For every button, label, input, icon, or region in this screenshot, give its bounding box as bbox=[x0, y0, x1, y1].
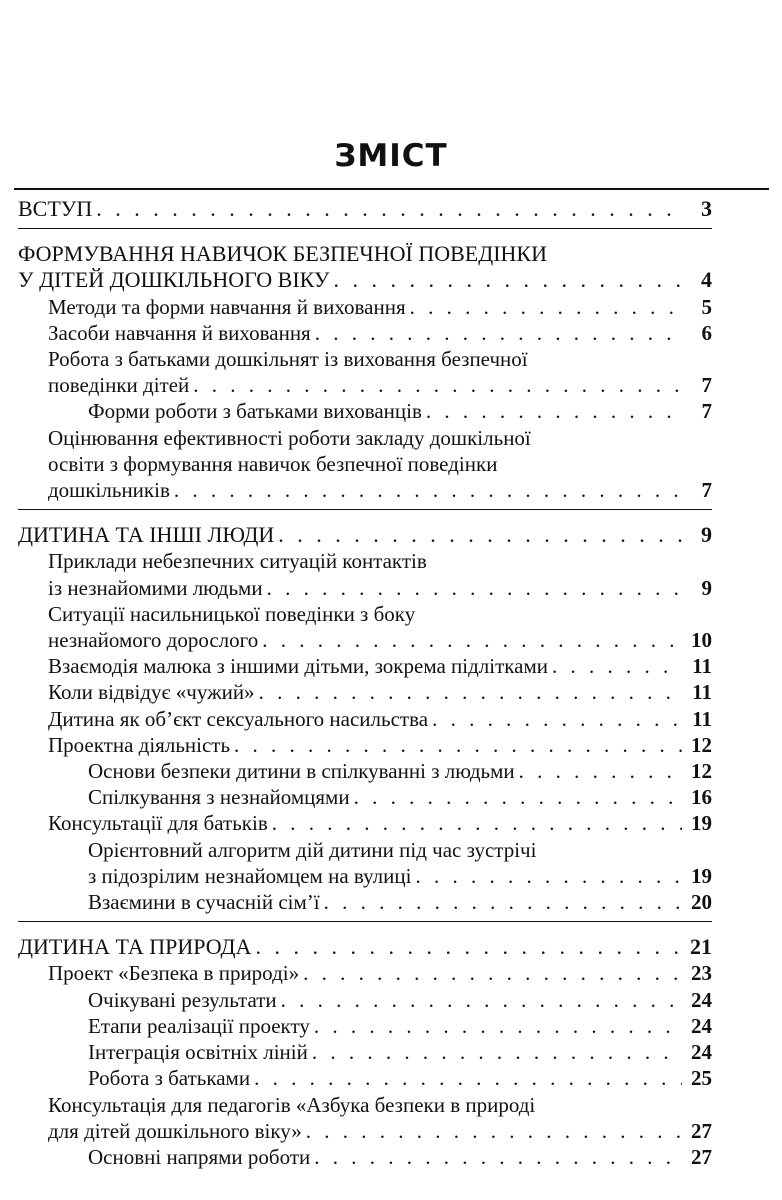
dot-leader bbox=[552, 653, 682, 679]
toc-entry-text: Коли відвідує «чужий» bbox=[48, 680, 255, 705]
toc-entry[interactable] bbox=[18, 732, 712, 758]
page-number: 9 bbox=[701, 575, 712, 600]
toc-entry[interactable] bbox=[18, 1039, 712, 1065]
dot-leader bbox=[278, 522, 682, 548]
dot-leader bbox=[519, 758, 682, 784]
dot-leader bbox=[315, 320, 682, 346]
toc-entry[interactable] bbox=[18, 1013, 712, 1039]
toc-entry[interactable] bbox=[18, 320, 712, 346]
toc-entry[interactable] bbox=[18, 601, 712, 653]
toc-entry[interactable] bbox=[18, 398, 712, 424]
dot-leader bbox=[415, 863, 682, 889]
toc-entry-text: для дітей дошкільного віку» bbox=[48, 1118, 302, 1143]
toc-entry-text: ДИТИНА ТА ІНШІ ЛЮДИ bbox=[18, 522, 275, 548]
top-divider bbox=[14, 188, 769, 190]
toc-entry-text: Взаємодія малюка з іншими дітьми, зокрема підлітками bbox=[48, 654, 549, 679]
page-number: 19 bbox=[691, 863, 712, 888]
dot-leader bbox=[255, 934, 682, 960]
page-number: 16 bbox=[691, 785, 712, 810]
toc-entry-text: Робота з батьками дошкільнят із виховання безпечної bbox=[48, 347, 528, 372]
toc-entry-text: Дитина як об’єкт сексуального насильства bbox=[48, 706, 429, 731]
dot-leader bbox=[174, 477, 682, 503]
dot-leader bbox=[410, 294, 682, 320]
page-number: 25 bbox=[691, 1066, 712, 1091]
page-number: 23 bbox=[691, 961, 712, 986]
dot-leader bbox=[354, 784, 682, 810]
toc-entry[interactable] bbox=[18, 196, 712, 222]
dot-leader bbox=[259, 679, 682, 705]
toc-entry[interactable] bbox=[18, 346, 712, 398]
toc-entry[interactable] bbox=[18, 889, 712, 915]
dot-leader bbox=[254, 1065, 682, 1091]
toc-entry-text: освіти з формування навичок безпечної поведінки bbox=[48, 451, 498, 476]
toc-entry-text: Ситуації насильницької поведінки з боку bbox=[48, 601, 416, 626]
toc-entry-text: Робота з батьками bbox=[88, 1066, 251, 1091]
toc-entry-text: Основні напрями роботи bbox=[88, 1144, 311, 1169]
toc-entry[interactable] bbox=[18, 425, 712, 504]
page-number: 7 bbox=[701, 373, 712, 398]
toc-entry[interactable] bbox=[18, 1092, 712, 1144]
page-title: ЗМІСТ bbox=[334, 138, 448, 174]
toc-entry-text: ВСТУП bbox=[18, 196, 93, 221]
toc-entry[interactable] bbox=[18, 1144, 712, 1170]
toc-entry[interactable] bbox=[18, 679, 712, 705]
page-number: 7 bbox=[701, 478, 712, 503]
toc-entry-text: Оцінювання ефективності роботи закладу дошкільної bbox=[48, 425, 531, 450]
toc-entry[interactable] bbox=[18, 987, 712, 1013]
page-number: 19 bbox=[691, 811, 712, 836]
dot-leader bbox=[193, 372, 682, 398]
page-number: 6 bbox=[701, 320, 712, 345]
page-number: 20 bbox=[691, 890, 712, 915]
dot-leader bbox=[303, 960, 682, 986]
toc-entry[interactable] bbox=[18, 522, 712, 548]
toc-entry-text: незнайомого дорослого bbox=[48, 628, 259, 653]
dot-leader bbox=[312, 1039, 682, 1065]
dot-leader bbox=[272, 810, 682, 836]
toc-entry-text: Взаємини в сучасній сім’ї bbox=[88, 890, 320, 915]
page-number: 24 bbox=[691, 1013, 712, 1038]
dot-leader bbox=[281, 987, 682, 1013]
page-number: 24 bbox=[691, 987, 712, 1012]
page-number: 24 bbox=[691, 1040, 712, 1065]
dot-leader bbox=[314, 1013, 682, 1039]
toc-entry-text: Основи безпеки дитини в спілкуванні з людьми bbox=[88, 759, 515, 784]
toc-entry-text: Проектна діяльність bbox=[48, 732, 231, 757]
toc-entry[interactable] bbox=[18, 548, 712, 600]
page-number: 21 bbox=[690, 934, 712, 960]
toc-entry-text: Засоби навчання й виховання bbox=[48, 320, 311, 345]
page-number: 12 bbox=[691, 732, 712, 757]
toc-entry-text: Консультація для педагогів «Азбука безпеки в природі bbox=[48, 1092, 536, 1117]
dot-leader bbox=[267, 575, 682, 601]
toc-entry-text: ДИТИНА ТА ПРИРОДА bbox=[18, 934, 252, 960]
dot-leader bbox=[333, 267, 682, 293]
dot-leader bbox=[426, 398, 682, 424]
toc-entry-text: Приклади небезпечних ситуацій контактів bbox=[48, 549, 427, 574]
toc-section bbox=[18, 196, 712, 229]
dot-leader bbox=[324, 889, 682, 915]
toc-section bbox=[18, 522, 712, 922]
page-number: 5 bbox=[701, 294, 712, 319]
page-number: 7 bbox=[701, 399, 712, 424]
toc-entry[interactable] bbox=[18, 837, 712, 889]
toc-entry[interactable] bbox=[18, 960, 712, 986]
toc-entry[interactable] bbox=[18, 784, 712, 810]
toc-entry-text: Форми роботи з батьками вихованців bbox=[88, 399, 422, 424]
page-number: 10 bbox=[691, 628, 712, 653]
page-number: 27 bbox=[691, 1144, 712, 1169]
page-number: 3 bbox=[701, 196, 712, 221]
dot-leader bbox=[314, 1144, 682, 1170]
table-of-contents bbox=[18, 196, 712, 1188]
toc-entry[interactable] bbox=[18, 758, 712, 784]
toc-entry-text: Етапи реалізації проекту bbox=[88, 1013, 310, 1038]
dot-leader bbox=[262, 627, 682, 653]
page-number: 27 bbox=[691, 1118, 712, 1143]
toc-entry[interactable] bbox=[18, 1065, 712, 1091]
toc-entry-text: з підозрілим незнайомцем на вулиці bbox=[88, 863, 412, 888]
toc-entry-text: ФОРМУВАННЯ НАВИЧОК БЕЗПЕЧНОЇ ПОВЕДІНКИ bbox=[18, 241, 547, 267]
dot-leader bbox=[306, 1118, 682, 1144]
toc-entry-text: У ДІТЕЙ ДОШКІЛЬНОГО ВІКУ bbox=[18, 267, 330, 293]
toc-entry-text: Спілкування з незнайомцями bbox=[88, 785, 350, 810]
toc-entry[interactable] bbox=[18, 294, 712, 320]
page-number: 11 bbox=[692, 706, 712, 731]
toc-entry-text: із незнайомими людьми bbox=[48, 575, 263, 600]
toc-entry[interactable] bbox=[18, 706, 712, 732]
toc-entry-text: Очікувані результати bbox=[88, 987, 277, 1012]
toc-entry-text: Інтеграція освітніх ліній bbox=[88, 1040, 308, 1065]
page-number: 11 bbox=[692, 654, 712, 679]
toc-entry[interactable] bbox=[18, 810, 712, 836]
toc-entry-text: Методи та форми навчання й виховання bbox=[48, 294, 406, 319]
toc-entry-text: поведінки дітей bbox=[48, 373, 190, 398]
dot-leader bbox=[96, 196, 682, 222]
toc-entry-text: Орієнтовний алгоритм дій дитини під час зустрічі bbox=[88, 837, 537, 862]
toc-entry-text: Консультації для батьків bbox=[48, 811, 268, 836]
toc-section bbox=[18, 241, 712, 510]
toc-entry[interactable] bbox=[18, 653, 712, 679]
dot-leader bbox=[432, 706, 682, 732]
toc-entry-text: Проект «Безпека в природі» bbox=[48, 961, 300, 986]
page-number: 4 bbox=[701, 267, 712, 293]
page-number: 12 bbox=[691, 759, 712, 784]
toc-entry[interactable] bbox=[18, 934, 712, 960]
page-number: 9 bbox=[701, 522, 712, 548]
toc-section bbox=[18, 934, 712, 1176]
dot-leader bbox=[234, 732, 682, 758]
page-number: 11 bbox=[692, 680, 712, 705]
toc-entry[interactable] bbox=[18, 241, 712, 293]
toc-entry-text: дошкільників bbox=[48, 478, 170, 503]
